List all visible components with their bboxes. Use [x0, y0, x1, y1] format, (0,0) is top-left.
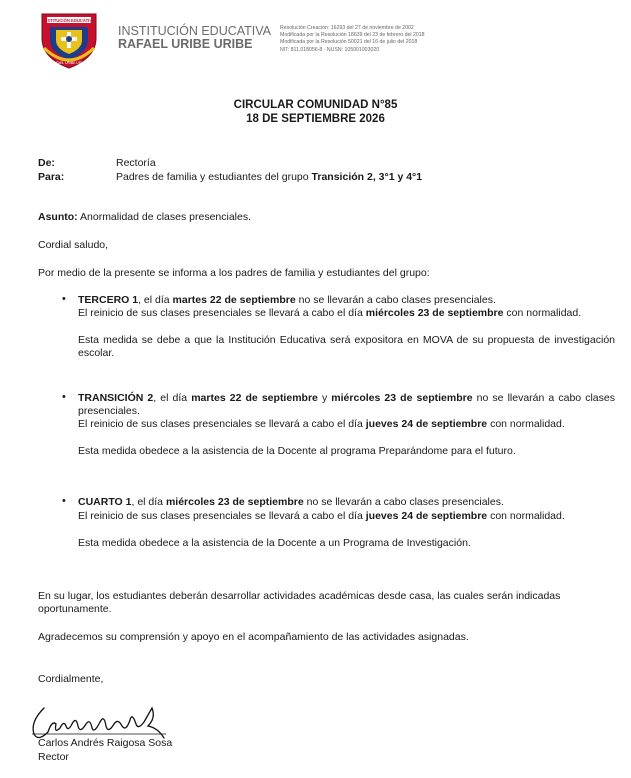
bullet-icon: •	[62, 495, 66, 507]
logo-top-text: INSTITUCIÓN EDUCATIVA	[43, 18, 95, 23]
de-value: Rectoría	[116, 157, 156, 169]
item-text: no se llevarán a cabo clases presenciales.	[78, 392, 615, 417]
item-text: con normalidad.	[503, 307, 582, 319]
item-date: miércoles 23 de septiembre	[331, 392, 473, 404]
item-group: CUARTO 1	[78, 496, 132, 508]
item-text: El reinicio de sus clases presenciales se llevará a cabo el día	[78, 510, 366, 522]
item-line	[78, 294, 496, 307]
institution-name-line1: INSTITUCIÓN EDUCATIVA	[118, 24, 272, 38]
item-text: no se llevarán a cabo clases presenciales.	[295, 294, 496, 306]
item-line	[78, 418, 565, 431]
item-text: con normalidad.	[487, 418, 565, 430]
bullet-icon: •	[62, 293, 66, 305]
item-date: miércoles 23 de septiembre	[165, 496, 304, 508]
closing-thanks: Agradecemos su comprensión y apoyo en el acompañamiento de las actividades asignadas.	[38, 631, 469, 643]
item-text: no se llevarán a cabo clases presenciales.	[303, 496, 504, 508]
institution-name	[118, 25, 271, 51]
closing-paragraph: En su lugar, los estudiantes deberán desarrollar actividades académicas desde casa, las cuales serán indicadas oportunamente.	[38, 590, 561, 615]
signer-name: Carlos Andrés Raigosa Sosa	[38, 737, 173, 749]
resolution-line: NIT: 811.018056-8 · NUSN: 105001003020	[280, 46, 380, 51]
signoff: Cordialmente,	[38, 673, 104, 685]
logo-bottom-text: RAFAEL URIBE URIBE	[51, 61, 87, 65]
de-label: De:	[38, 157, 55, 169]
bullet-icon: •	[62, 391, 66, 403]
para-text: Padres de familia y estudiantes del grupo	[116, 171, 312, 183]
item-reason: Esta medida obedece a la asistencia de la Docente a un Programa de Investigación.	[78, 537, 471, 549]
item-group: TRANSICIÓN 2	[78, 392, 154, 404]
item-date: martes 22 de septiembre	[172, 294, 296, 306]
item-line	[78, 392, 615, 418]
item-line	[78, 496, 504, 509]
institution-name-line2: RAFAEL URIBE URIBE	[118, 37, 253, 51]
item-reason: Esta medida se debe a que la Institución Educativa será expositora en MOVA de su propuesta de investigación escolar.	[78, 334, 615, 359]
item-text: , el día	[131, 496, 166, 508]
item-reason: Esta medida obedece a la asistencia de la Docente al programa Preparándome para el futuro.	[78, 445, 516, 457]
item-text: , el día	[153, 392, 192, 404]
item-text: El reinicio de sus clases presenciales se llevará a cabo el día	[78, 307, 366, 319]
circular-title: CIRCULAR COMUNIDAD N°85	[233, 99, 398, 111]
resolution-list	[280, 25, 425, 51]
asunto-value: Anormalidad de clases presenciales.	[77, 211, 252, 223]
item-text: El reinicio de sus clases presenciales se llevará a cabo el día	[78, 418, 366, 430]
asunto	[38, 211, 251, 224]
item-text: , el día	[138, 294, 173, 306]
para-value	[116, 171, 422, 184]
institution-logo	[34, 8, 104, 70]
circular-date: 18 DE SEPTIEMBRE 2026	[246, 113, 385, 125]
handwritten-signature	[26, 698, 176, 742]
intro-text: Por medio de la presente se informa a los padres de familia y estudiantes del grupo:	[38, 267, 430, 279]
signer-role: Rector	[38, 751, 69, 763]
resolution-line: Resolución Creación: 16293 del 27 de noviembre de 2002	[280, 25, 414, 31]
asunto-label: Asunto:	[38, 211, 78, 223]
resolution-line: Modificada por la Resolución 18639 del 23 de febrero del 2018	[280, 32, 425, 39]
item-group: TERCERO 1	[78, 294, 139, 306]
item-date: martes 22 de septiembre	[191, 392, 318, 404]
item-line	[78, 510, 565, 523]
item-text: y	[317, 392, 332, 404]
para-groups: Transición 2, 3°1 y 4°1	[311, 171, 423, 183]
item-line	[78, 307, 581, 320]
resolution-line: Modificada por la Resolución 50021 del 16 de julio del 2018	[280, 39, 418, 46]
greeting: Cordial saludo,	[38, 239, 109, 251]
item-text: con normalidad.	[487, 510, 565, 522]
item-date: miércoles 23 de septiembre	[365, 307, 504, 319]
para-label: Para:	[38, 171, 65, 183]
item-date: jueves 24 de septiembre	[365, 510, 488, 522]
item-date: jueves 24 de septiembre	[365, 418, 488, 430]
